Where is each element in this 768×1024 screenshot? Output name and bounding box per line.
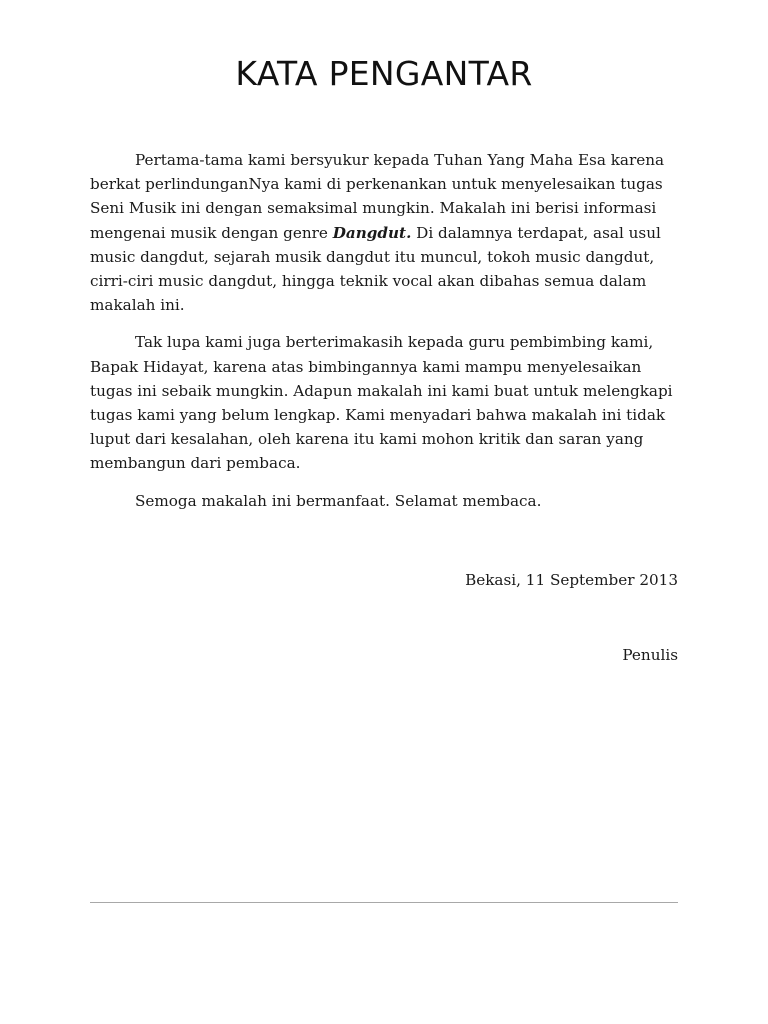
genre-emphasis: Dangdut. <box>332 223 412 242</box>
paragraph-intro <box>90 148 680 317</box>
paragraph-intro-end: Di dalamnya terdapat, asal usul music dangdut, sejarah musik dangdut itu muncul, tokoh music dangdut, cirri-ciri music dangdut, hingga teknik vocal akan dibahas semua dalam makalah ini. <box>90 223 661 315</box>
paragraph-intro-start: Pertama-tama kami bersyukur kepada Tuhan Yang Maha Esa karena berkat perlindunganNya kami di perkenankan untuk menyelesaikan tugas Seni Musik ini dengan semaksimal mungkin. Makalah ini berisi informasi mengenai musik dengan genre <box>90 151 665 242</box>
author-signature: Penulis <box>622 646 678 664</box>
place-date: Bekasi, 11 September 2013 <box>465 571 678 589</box>
paragraph-thanks: Tak lupa kami juga berterimakasih kepada guru pembimbing kami, Bapak Hidayat, karena atas bimbingannya kami mampu menyelesaikan tugas ini sebaik mungkin. Adapun makalah ini kami buat untuk melengkapi tugas kami yang belum lengkap. Kami menyadari bahwa makalah ini tidak luput dari kesalahan, oleh karena itu kami mohon kritik dan saran yang membangun dari pembaca. <box>90 333 673 473</box>
body-text <box>90 148 680 526</box>
paragraph-closing: Semoga makalah ini bermanfaat. Selamat membaca. <box>135 491 542 510</box>
footer-divider <box>90 902 678 903</box>
page-title: KATA PENGANTAR <box>235 54 533 93</box>
